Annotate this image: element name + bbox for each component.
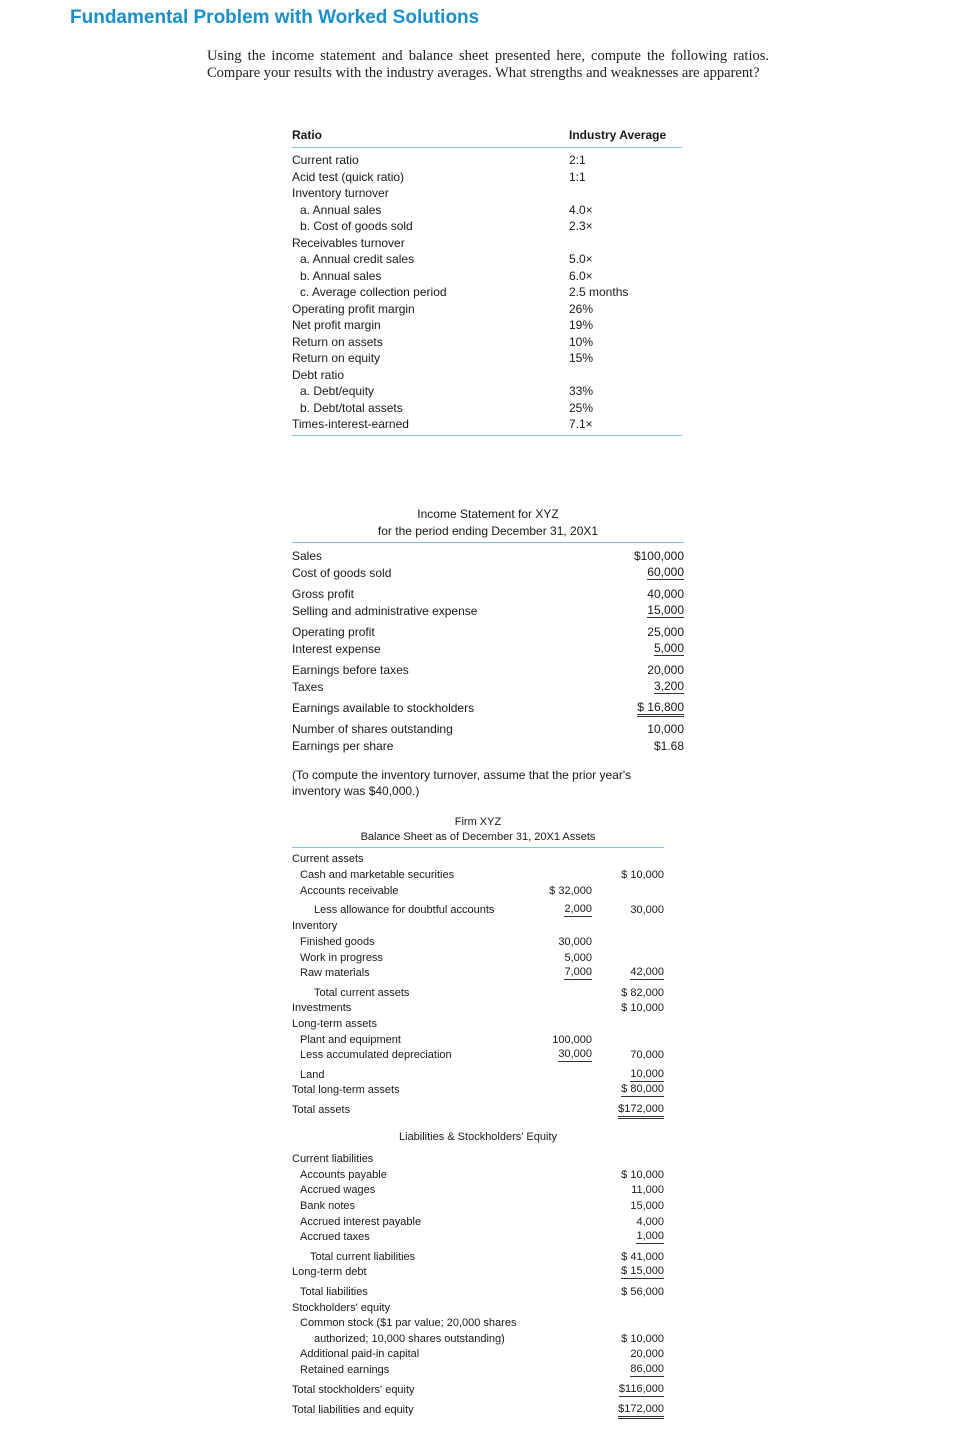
industry-average-value: 25% (569, 400, 594, 415)
income-row (292, 586, 684, 602)
income-value: 60,000 (647, 565, 684, 579)
income-statement-subtitle: for the period ending December 31, 20X1 (377, 524, 599, 538)
income-label: Cost of goods sold (292, 566, 392, 580)
income-value: 25,000 (647, 625, 684, 639)
ratio-label: Current ratio (292, 153, 359, 167)
liability-value: $ 15,000 (621, 1265, 664, 1277)
ratio-column-header: Ratio (292, 128, 322, 142)
asset-label: Total long-term assets (292, 1084, 400, 1096)
liability-label: Accrued taxes (300, 1231, 370, 1243)
asset-label: Finished goods (300, 936, 375, 948)
liability-value: 1,000 (636, 1230, 664, 1242)
industry-average-value: 33% (569, 384, 594, 398)
income-row (292, 548, 684, 564)
ratio-label: b. Annual sales (300, 268, 382, 283)
liability-value: $ 10,000 (621, 1333, 664, 1345)
asset-row (292, 883, 664, 899)
asset-row (292, 1102, 664, 1118)
ratio-row (292, 251, 682, 267)
income-value: 10,000 (647, 722, 684, 736)
ratio-row (292, 235, 682, 251)
liability-label: Common stock ($1 par value; 20,000 shares (300, 1317, 517, 1329)
header-rule (292, 147, 682, 148)
liability-row (292, 1198, 664, 1214)
asset-label: Land (300, 1069, 325, 1081)
ratio-row (292, 334, 682, 350)
asset-label: Less accumulated depreciation (300, 1049, 452, 1061)
asset-row (292, 950, 664, 966)
asset-row (292, 985, 664, 1001)
income-row (292, 679, 684, 695)
asset-label: Accounts receivable (300, 885, 399, 897)
liability-row (292, 1229, 664, 1245)
ratio-row (292, 202, 682, 218)
asset-label: Total current assets (314, 987, 410, 999)
liability-row (292, 1214, 664, 1230)
liability-label: Accounts payable (300, 1169, 387, 1181)
income-label: Gross profit (292, 587, 355, 601)
asset-value: $ 80,000 (621, 1083, 664, 1095)
income-label: Number of shares outstanding (292, 722, 453, 736)
ratio-row (292, 367, 682, 383)
balance-sheet-subtitle: Balance Sheet as of December 31, 20X1 Assets (360, 831, 596, 843)
liability-value: 20,000 (630, 1348, 664, 1360)
liability-row (292, 1182, 664, 1198)
liability-label: Current liabilities (292, 1153, 374, 1165)
income-label: Earnings per share (292, 739, 394, 753)
industry-average-value: 10% (569, 334, 594, 349)
income-row (292, 738, 684, 754)
ratio-label: Acid test (quick ratio) (292, 169, 405, 184)
income-value: 40,000 (647, 587, 684, 601)
income-value: $1.68 (653, 739, 684, 753)
ratio-label: Return on assets (292, 334, 383, 349)
income-label: Interest expense (292, 642, 381, 656)
liability-row (292, 1315, 664, 1331)
asset-label: Inventory (292, 920, 338, 932)
liability-row (292, 1284, 664, 1300)
income-title-rule (292, 542, 684, 543)
asset-label: Long-term assets (292, 1018, 377, 1030)
liability-label: Accrued interest payable (300, 1216, 422, 1228)
liability-label: Total liabilities and equity (292, 1404, 414, 1416)
ratio-label: a. Annual credit sales (300, 252, 415, 266)
problem-statement: Using the income statement and balance sheet presented here, compute the following ratios. Compare your results with the industry averages. What strengths and weaknesses are apparent? (207, 48, 769, 81)
liability-label: authorized; 10,000 shares outstanding) (314, 1333, 505, 1345)
asset-subtotal: 5,000 (564, 952, 592, 964)
industry-average-value: 5.0× (569, 252, 593, 266)
industry-average-value: 7.1× (569, 417, 593, 431)
asset-subtotal: 2,000 (564, 903, 592, 915)
ratio-row (292, 400, 682, 416)
balance-title-rule (292, 847, 664, 848)
ratio-label: Times-interest-earned (292, 417, 409, 431)
asset-row (292, 1047, 664, 1063)
ratio-row (292, 169, 682, 185)
ratio-label: b. Cost of goods sold (300, 219, 413, 233)
balance-sheet-title: Firm XYZ (454, 816, 502, 828)
inventory-note: (To compute the inventory turnover, assume that the prior year's inventory was $40,000.) (292, 768, 632, 798)
asset-row (292, 1067, 664, 1083)
ratio-row (292, 301, 682, 317)
income-row (292, 662, 684, 678)
ratio-label: Net profit margin (292, 318, 381, 332)
industry-average-value: 1:1 (569, 169, 586, 184)
ratio-label: b. Debt/total assets (300, 400, 403, 415)
industry-average-value: 26% (569, 301, 594, 316)
liability-label: Retained earnings (300, 1364, 390, 1376)
ratio-row (292, 416, 682, 432)
asset-subtotal: 30,000 (558, 936, 592, 948)
industry-average-value: 2.3× (569, 219, 593, 233)
liability-value: $ 10,000 (621, 1169, 664, 1181)
asset-label: Plant and equipment (300, 1034, 401, 1046)
asset-row (292, 934, 664, 950)
income-row (292, 721, 684, 737)
ratio-label: a. Annual sales (300, 202, 382, 217)
income-label: Operating profit (292, 625, 375, 639)
asset-row (292, 1032, 664, 1048)
liability-row (292, 1264, 664, 1280)
income-label: Earnings available to stockholders (292, 701, 475, 715)
asset-label: Investments (292, 1002, 352, 1014)
liability-value: $172,000 (618, 1402, 664, 1419)
ratio-label: Operating profit margin (292, 301, 415, 316)
asset-label: Total assets (292, 1104, 351, 1116)
asset-row (292, 965, 664, 981)
income-value: 15,000 (647, 603, 684, 617)
ratio-label: c. Average collection period (300, 285, 447, 299)
liability-row (292, 1382, 664, 1398)
income-value: 3,200 (653, 679, 684, 693)
asset-value: $ 10,000 (621, 1002, 664, 1014)
ratio-row (292, 383, 682, 399)
income-row (292, 603, 684, 619)
page-title: Fundamental Problem with Worked Solutions (70, 7, 480, 28)
asset-row (292, 1016, 664, 1032)
ratio-row (292, 317, 682, 333)
asset-row (292, 1082, 664, 1098)
income-value: $ 16,800 (637, 700, 684, 717)
asset-subtotal: $ 32,000 (549, 885, 592, 897)
liability-value: $ 56,000 (621, 1286, 664, 1298)
liability-label: Long-term debt (292, 1266, 367, 1278)
liability-row (292, 1249, 664, 1265)
income-statement-title: Income Statement for XYZ (417, 507, 559, 521)
liability-value: 86,000 (630, 1363, 664, 1375)
ratio-row (292, 268, 682, 284)
liability-row (292, 1300, 664, 1316)
asset-value: $172,000 (618, 1102, 664, 1119)
liability-row (292, 1362, 664, 1378)
asset-label: Cash and marketable securities (300, 869, 455, 881)
industry-average-value: 4.0× (569, 202, 593, 217)
ratio-label: Receivables turnover (292, 235, 405, 250)
liabilities-equity-title: Liabilities & Stockholders' Equity (398, 1131, 557, 1143)
bottom-rule (292, 435, 682, 436)
asset-value: $ 10,000 (621, 869, 664, 881)
ratio-label: Debt ratio (292, 367, 345, 382)
income-label: Sales (292, 549, 323, 563)
liability-value: $ 41,000 (621, 1251, 664, 1263)
industry-average-value: 15% (569, 351, 594, 365)
ratio-label: a. Debt/equity (300, 384, 375, 398)
income-row (292, 641, 684, 657)
income-value: 5,000 (653, 641, 684, 655)
liability-value: 4,000 (636, 1216, 664, 1228)
asset-row (292, 902, 664, 918)
asset-row (292, 867, 664, 883)
liability-row (292, 1331, 664, 1347)
income-row (292, 624, 684, 640)
liability-value: 11,000 (631, 1184, 664, 1196)
ratio-row (292, 185, 682, 201)
liability-label: Bank notes (300, 1200, 356, 1212)
ratio-table (292, 127, 682, 439)
asset-row (292, 1000, 664, 1016)
liability-label: Total current liabilities (310, 1251, 416, 1263)
ratio-row (292, 350, 682, 366)
ratio-row (292, 218, 682, 234)
liability-value: 15,000 (630, 1200, 664, 1212)
income-label: Selling and administrative expense (292, 604, 478, 618)
industry-average-value: 2.5 months (569, 285, 629, 299)
liability-row (292, 1151, 664, 1167)
asset-subtotal: 30,000 (558, 1048, 592, 1060)
income-row (292, 565, 684, 581)
asset-value: 10,000 (630, 1068, 664, 1080)
asset-subtotal: 7,000 (564, 966, 592, 978)
liability-row (292, 1402, 664, 1418)
liability-label: Accrued wages (300, 1184, 376, 1196)
income-row (292, 700, 684, 716)
asset-subtotal: 100,000 (552, 1034, 592, 1046)
industry-average-value: 2:1 (569, 153, 586, 167)
asset-value: 30,000 (630, 904, 664, 916)
asset-label: Work in progress (300, 952, 383, 964)
asset-row (292, 851, 664, 867)
industry-average-value: 6.0× (569, 268, 593, 283)
ratio-label: Return on equity (292, 351, 381, 365)
asset-label: Less allowance for doubtful accounts (314, 904, 495, 916)
liability-label: Total stockholders' equity (292, 1384, 415, 1396)
income-label: Earnings before taxes (292, 663, 409, 677)
asset-value: $ 82,000 (621, 987, 664, 999)
income-value: 20,000 (647, 663, 684, 677)
income-label: Taxes (292, 680, 324, 694)
industry-average-column-header: Industry Average (569, 128, 667, 142)
asset-value: 70,000 (630, 1049, 664, 1061)
balance-sheet (292, 814, 664, 1424)
asset-value: 42,000 (630, 966, 664, 978)
liability-row (292, 1167, 664, 1183)
asset-row (292, 918, 664, 934)
liability-label: Stockholders' equity (292, 1302, 391, 1314)
income-value: $100,000 (633, 549, 684, 563)
liability-label: Total liabilities (300, 1286, 368, 1298)
income-statement (292, 506, 684, 756)
ratio-table-header (292, 127, 682, 143)
ratio-row (292, 152, 682, 168)
asset-label: Raw materials (300, 967, 370, 979)
ratio-row (292, 284, 682, 300)
industry-average-value: 19% (569, 318, 594, 332)
liability-label: Additional paid-in capital (300, 1348, 420, 1360)
asset-label: Current assets (292, 853, 364, 865)
ratio-label: Inventory turnover (292, 186, 389, 200)
liability-value: $116,000 (618, 1383, 664, 1395)
liability-row (292, 1346, 664, 1362)
